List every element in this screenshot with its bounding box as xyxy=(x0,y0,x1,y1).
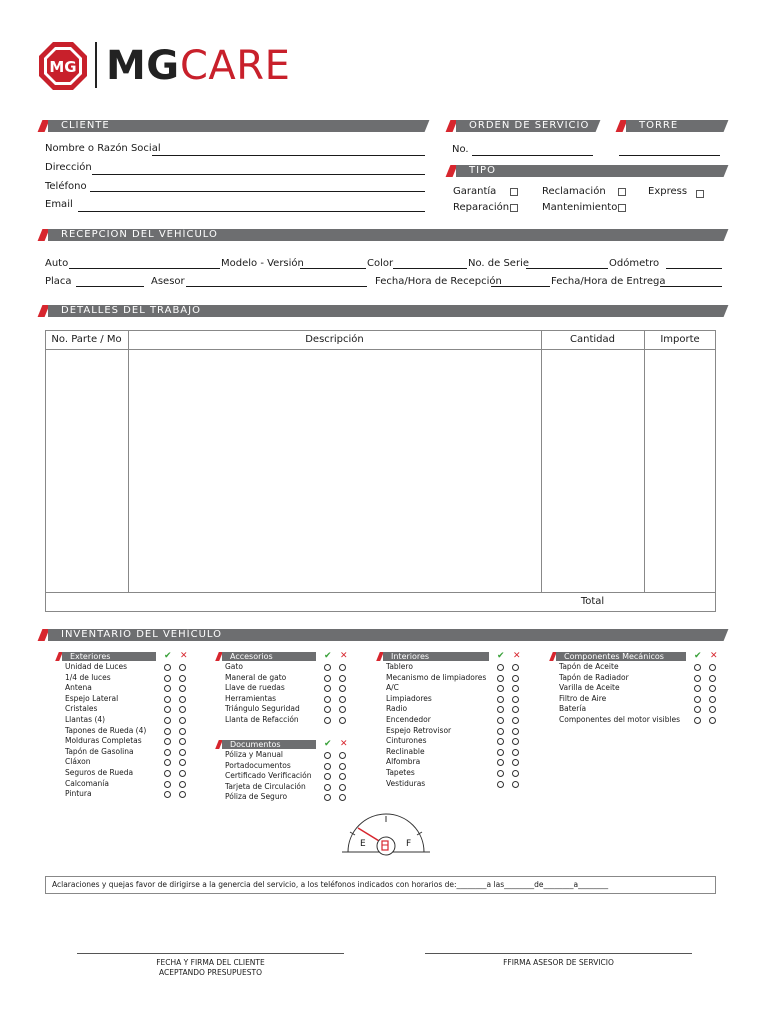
inventory-missing-radio[interactable] xyxy=(512,717,519,724)
inventory-row xyxy=(550,704,724,715)
inventory-ok-radio[interactable] xyxy=(694,696,701,703)
inventory-item-label: Llanta de Refacción xyxy=(225,714,299,724)
inventory-row xyxy=(550,662,724,673)
col-divider-3 xyxy=(644,330,645,592)
mecanicos-header xyxy=(550,652,724,662)
inventory-item-label: Cláxon xyxy=(65,757,91,767)
inventory-ok-radio[interactable] xyxy=(164,781,171,788)
inventory-item-label: Póliza y Manual xyxy=(225,750,284,759)
placa-field[interactable] xyxy=(76,286,144,287)
inventory-item-label: Tapón de Aceite xyxy=(559,662,619,671)
inventory-missing-radio[interactable] xyxy=(512,759,519,766)
telefono-field[interactable] xyxy=(90,191,425,192)
inventory-row xyxy=(56,704,194,715)
inventory-ok-radio[interactable] xyxy=(324,696,331,703)
interiores-title: Interiores xyxy=(383,652,489,661)
inventory-ok-radio[interactable] xyxy=(694,685,701,692)
inventory-ok-radio[interactable] xyxy=(497,781,504,788)
inventory-ok-radio[interactable] xyxy=(324,685,331,692)
total-label: Total xyxy=(580,596,605,607)
inventory-ok-radio[interactable] xyxy=(164,749,171,756)
tipo-express-checkbox[interactable] xyxy=(696,190,704,198)
inventory-ok-radio[interactable] xyxy=(497,696,504,703)
inventario-header xyxy=(36,629,732,641)
inventory-ok-radio[interactable] xyxy=(497,664,504,671)
inventory-item-label: Reclinable xyxy=(386,746,425,756)
col-header-cantidad: Cantidad xyxy=(570,334,615,345)
inventory-missing-radio[interactable] xyxy=(179,728,186,735)
documentos-check-icon: ✔ xyxy=(324,739,332,749)
asesor-field[interactable] xyxy=(186,286,367,287)
inventory-missing-radio[interactable] xyxy=(512,770,519,777)
logo-divider xyxy=(95,42,97,88)
inventory-ok-radio[interactable] xyxy=(324,763,331,770)
aclaraciones-box xyxy=(45,876,716,894)
modelo-label: Modelo - Versión xyxy=(221,258,304,269)
inventory-missing-radio[interactable] xyxy=(512,749,519,756)
inventory-row xyxy=(56,736,194,747)
inventory-ok-radio[interactable] xyxy=(694,717,701,724)
exteriores-title: Exteriores xyxy=(62,652,156,661)
inventory-missing-radio[interactable] xyxy=(709,706,716,713)
inventory-item-label: Limpiadores xyxy=(386,693,432,703)
inventory-ok-radio[interactable] xyxy=(164,717,171,724)
placa-label: Placa xyxy=(45,276,72,287)
inventory-missing-radio[interactable] xyxy=(339,675,346,682)
inventory-item-label: Póliza de Seguro xyxy=(225,792,288,802)
exteriores-check-icon: ✔ xyxy=(164,651,172,661)
inventory-missing-radio[interactable] xyxy=(709,717,716,724)
fuel-empty-label: E xyxy=(360,839,366,849)
direccion-label: Dirección xyxy=(45,162,92,173)
inventory-missing-radio[interactable] xyxy=(512,696,519,703)
inventory-row xyxy=(550,683,724,694)
inventory-ok-radio[interactable] xyxy=(324,664,331,671)
inventory-ok-radio[interactable] xyxy=(164,770,171,777)
inventory-missing-radio[interactable] xyxy=(512,664,519,671)
col-header-parte: No. Parte / Mo xyxy=(51,334,122,345)
inventory-row xyxy=(377,673,527,684)
inventory-row xyxy=(56,683,194,694)
inventory-row xyxy=(550,694,724,705)
inventory-missing-radio[interactable] xyxy=(179,781,186,788)
telefono-label: Teléfono xyxy=(45,181,87,192)
inventory-ok-radio[interactable] xyxy=(497,749,504,756)
inventory-ok-radio[interactable] xyxy=(324,675,331,682)
tipo-reclamacion-label: Reclamación xyxy=(542,186,606,197)
inventory-item-label: Tapón de Gasolina xyxy=(65,746,134,756)
inventory-missing-radio[interactable] xyxy=(512,706,519,713)
inventory-row xyxy=(377,704,527,715)
inventory-missing-radio[interactable] xyxy=(339,664,346,671)
inventory-item-label: Tapones de Rueda (4) xyxy=(65,725,147,735)
mecanicos-check-icon: ✔ xyxy=(694,651,702,661)
inventory-row xyxy=(377,768,527,779)
inventory-missing-radio[interactable] xyxy=(339,784,346,791)
brand-mg: MG xyxy=(106,43,180,89)
firma-cliente-label-1: FECHA Y FIRMA DEL CLIENTE xyxy=(156,958,265,967)
auto-field[interactable] xyxy=(69,268,220,269)
torre-header xyxy=(616,120,732,132)
inventory-row xyxy=(550,715,724,726)
accesorios-cross-icon: ✕ xyxy=(340,651,348,661)
inventory-item-label: Mecanismo de limpiadores xyxy=(386,672,487,682)
inventory-missing-radio[interactable] xyxy=(709,675,716,682)
inventory-row xyxy=(56,726,194,737)
inventory-missing-radio[interactable] xyxy=(339,706,346,713)
inventory-item-label: Encendedor xyxy=(386,714,431,724)
torre-title: TORRE xyxy=(626,120,732,132)
inventory-missing-radio[interactable] xyxy=(179,685,186,692)
inventory-ok-radio[interactable] xyxy=(164,728,171,735)
inventory-ok-radio[interactable] xyxy=(694,664,701,671)
accesorios-title: Accesorios xyxy=(222,652,316,661)
email-field[interactable] xyxy=(78,211,425,212)
inventory-missing-radio[interactable] xyxy=(179,770,186,777)
inventory-ok-radio[interactable] xyxy=(324,752,331,759)
documentos-cross-icon: ✕ xyxy=(340,739,348,749)
inventory-missing-radio[interactable] xyxy=(179,706,186,713)
inventory-item-label: Tablero xyxy=(386,662,413,671)
inventory-item-label: Pintura xyxy=(65,789,92,799)
inventory-ok-radio[interactable] xyxy=(694,675,701,682)
inventory-item-label: Molduras Completas xyxy=(65,736,142,746)
serie-field[interactable] xyxy=(526,268,608,269)
documentos-header xyxy=(216,740,354,750)
inventory-missing-radio[interactable] xyxy=(339,685,346,692)
detalles-header xyxy=(36,305,732,317)
inventory-missing-radio[interactable] xyxy=(339,763,346,770)
inventory-group-exteriores xyxy=(56,652,194,800)
inventory-item-label: Radio xyxy=(386,704,408,714)
odometro-field[interactable] xyxy=(666,268,722,269)
interiores-cross-icon: ✕ xyxy=(513,651,521,661)
orden-header xyxy=(446,120,604,132)
inventory-item-label: Espejo Retrovisor xyxy=(386,725,452,735)
mecanicos-title: Componentes Mecánicos xyxy=(556,652,686,661)
inventory-row xyxy=(377,779,527,790)
inventory-row xyxy=(56,768,194,779)
inventory-row xyxy=(216,771,354,782)
inventory-ok-radio[interactable] xyxy=(164,706,171,713)
inventory-missing-radio[interactable] xyxy=(339,794,346,801)
inventory-ok-radio[interactable] xyxy=(164,791,171,798)
inventory-ok-radio[interactable] xyxy=(324,717,331,724)
inventory-row xyxy=(216,694,354,705)
inventory-group-accesorios xyxy=(216,652,354,726)
tipo-mantenimiento-label: Mantenimiento xyxy=(542,202,618,213)
inventory-item-label: 1/4 de luces xyxy=(65,672,111,682)
inventory-row xyxy=(56,757,194,768)
accesorios-check-icon: ✔ xyxy=(324,651,332,661)
inventory-row xyxy=(56,779,194,790)
recepcion-header xyxy=(36,229,732,241)
inventory-ok-radio[interactable] xyxy=(324,784,331,791)
orden-title: ORDEN DE SERVICIO xyxy=(456,120,604,132)
inventory-missing-radio[interactable] xyxy=(339,752,346,759)
inventory-row xyxy=(216,782,354,793)
inventory-item-label: Antena xyxy=(65,683,92,693)
mg-logo xyxy=(37,40,89,92)
accesorios-header xyxy=(216,652,354,662)
cliente-header xyxy=(36,120,433,132)
inventory-ok-radio[interactable] xyxy=(164,738,171,745)
col-divider-2 xyxy=(541,330,542,592)
inventory-row xyxy=(377,757,527,768)
col-divider-1 xyxy=(128,330,129,592)
badge-letters: MG xyxy=(49,58,77,76)
inventory-ok-radio[interactable] xyxy=(497,770,504,777)
inventory-row xyxy=(216,715,354,726)
fecha-entrega-field[interactable] xyxy=(660,286,722,287)
inventory-ok-radio[interactable] xyxy=(497,728,504,735)
tipo-garantia-checkbox[interactable] xyxy=(510,188,518,196)
inventory-missing-radio[interactable] xyxy=(512,675,519,682)
firma-asesor-label: FFIRMA ASESOR DE SERVICIO xyxy=(503,958,614,967)
modelo-field[interactable] xyxy=(300,268,366,269)
inventory-item-label: Calcomanía xyxy=(65,778,109,788)
exteriores-header xyxy=(56,652,194,662)
inventory-item-label: Tarjeta de Circulación xyxy=(225,781,306,791)
inventory-row xyxy=(377,747,527,758)
inventory-item-label: Portadocumentos xyxy=(225,760,291,770)
tipo-garantia-label: Garantía xyxy=(453,186,497,197)
inventory-ok-radio[interactable] xyxy=(497,738,504,745)
nombre-label: Nombre o Razón Social xyxy=(45,143,161,154)
inventory-item-label: Varilla de Aceite xyxy=(559,683,620,693)
tipo-mantenimiento-checkbox[interactable] xyxy=(618,204,626,212)
exteriores-cross-icon: ✕ xyxy=(180,651,188,661)
inventory-item-label: Herramientas xyxy=(225,693,277,703)
detalles-title: DETALLES DEL TRABAJO xyxy=(48,305,732,317)
inventory-item-label: Cinturones xyxy=(386,736,427,746)
inventory-ok-radio[interactable] xyxy=(497,685,504,692)
fecha-recepcion-field[interactable] xyxy=(491,286,550,287)
orden-no-field[interactable] xyxy=(472,155,593,156)
tipo-reclamacion-checkbox[interactable] xyxy=(618,188,626,196)
inventario-title: INVENTARIO DEL VEHÍCULO xyxy=(48,629,732,641)
color-label: Color xyxy=(367,258,394,269)
col-header-descripcion: Descripción xyxy=(305,334,364,345)
asesor-label: Asesor xyxy=(151,276,185,287)
inventory-row xyxy=(216,750,354,761)
inventory-missing-radio[interactable] xyxy=(709,664,716,671)
aclaraciones-text: Aclaraciones y quejas favor de dirigirse a la genercia del servicio, a los teléfonos indicados con horarios de:________a las________de________a________ xyxy=(52,880,609,889)
inventory-row xyxy=(377,694,527,705)
inventory-ok-radio[interactable] xyxy=(324,773,331,780)
inventory-ok-radio[interactable] xyxy=(164,675,171,682)
inventory-missing-radio[interactable] xyxy=(709,685,716,692)
col-header-importe: Importe xyxy=(660,334,700,345)
inventory-group-interiores xyxy=(377,652,527,789)
inventory-ok-radio[interactable] xyxy=(694,706,701,713)
interiores-header xyxy=(377,652,527,662)
color-field[interactable] xyxy=(393,268,467,269)
inventory-ok-radio[interactable] xyxy=(324,794,331,801)
inventory-row xyxy=(56,673,194,684)
inventory-missing-radio[interactable] xyxy=(512,728,519,735)
mg-octagon-badge xyxy=(37,40,89,92)
inventory-missing-radio[interactable] xyxy=(179,717,186,724)
table-total-divider xyxy=(45,592,716,593)
inventory-item-label: A/C xyxy=(386,683,399,693)
fecha-recepcion-label: Fecha/Hora de Recepción xyxy=(375,276,502,287)
inventory-item-label: Batería xyxy=(559,704,587,714)
inventory-missing-radio[interactable] xyxy=(709,696,716,703)
inventory-row xyxy=(377,736,527,747)
fuel-gauge xyxy=(340,806,432,867)
inventory-ok-radio[interactable] xyxy=(164,664,171,671)
orden-no-label: No. xyxy=(452,144,469,155)
inventory-row xyxy=(56,747,194,758)
inventory-row xyxy=(56,789,194,800)
inventory-ok-radio[interactable] xyxy=(164,685,171,692)
inventory-row xyxy=(56,662,194,673)
inventory-item-label: Llave de ruedas xyxy=(225,683,285,693)
inventory-item-label: Unidad de Luces xyxy=(65,662,128,671)
inventory-group-documentos xyxy=(216,740,354,803)
odometro-label: Odómetro xyxy=(609,258,660,269)
inventory-ok-radio[interactable] xyxy=(164,759,171,766)
inventory-item-label: Filtro de Aire xyxy=(559,693,607,703)
inventory-missing-radio[interactable] xyxy=(179,664,186,671)
inventory-missing-radio[interactable] xyxy=(179,738,186,745)
inventory-missing-radio[interactable] xyxy=(512,738,519,745)
inventory-missing-radio[interactable] xyxy=(179,759,186,766)
inventory-item-label: Llantas (4) xyxy=(65,714,106,724)
inventory-item-label: Componentes del motor visibles xyxy=(559,714,681,724)
inventory-row xyxy=(377,715,527,726)
inventory-row xyxy=(216,761,354,772)
inventory-item-label: Gato xyxy=(225,662,243,671)
inventory-row xyxy=(377,683,527,694)
inventory-ok-radio[interactable] xyxy=(497,675,504,682)
inventory-item-label: Tapetes xyxy=(386,767,415,777)
inventory-row xyxy=(216,662,354,673)
inventory-row xyxy=(377,726,527,737)
detalles-table xyxy=(45,330,716,612)
inventory-missing-radio[interactable] xyxy=(512,685,519,692)
tipo-header xyxy=(446,165,732,177)
inventory-row xyxy=(550,673,724,684)
firma-asesor-line xyxy=(425,953,692,954)
tipo-title: TIPO xyxy=(456,165,732,177)
auto-label: Auto xyxy=(45,258,69,269)
serie-label: No. de Serie xyxy=(468,258,530,269)
inventory-item-label: Cristales xyxy=(65,704,98,714)
inventory-row xyxy=(377,662,527,673)
inventory-missing-radio[interactable] xyxy=(339,773,346,780)
inventory-item-label: Tapón de Radiador xyxy=(559,672,629,682)
tipo-reparacion-checkbox[interactable] xyxy=(510,204,518,212)
cliente-title: CLIENTE xyxy=(48,120,433,132)
tipo-express-label: Express xyxy=(648,186,688,197)
email-label: Email xyxy=(45,199,73,210)
inventory-row xyxy=(216,704,354,715)
interiores-check-icon: ✔ xyxy=(497,651,505,661)
nombre-field[interactable] xyxy=(152,155,425,156)
inventory-missing-radio[interactable] xyxy=(339,696,346,703)
torre-field[interactable] xyxy=(619,155,720,156)
inventory-ok-radio[interactable] xyxy=(164,696,171,703)
inventory-item-label: Espejo Lateral xyxy=(65,693,119,703)
inventory-item-label: Alfombra xyxy=(386,757,421,767)
inventory-row xyxy=(216,673,354,684)
documentos-title: Documentos xyxy=(222,740,316,749)
recepcion-title: RECEPCIÓN DEL VEHÍCULO xyxy=(48,229,732,241)
tipo-reparacion-label: Reparación xyxy=(453,202,510,213)
inventory-item-label: Maneral de gato xyxy=(225,672,287,682)
inventory-row xyxy=(56,715,194,726)
inventory-ok-radio[interactable] xyxy=(497,759,504,766)
inventory-group-mecanicos xyxy=(550,652,724,726)
brand-care: CARE xyxy=(180,43,291,89)
fecha-entrega-label: Fecha/Hora de Entrega xyxy=(551,276,666,287)
inventory-ok-radio[interactable] xyxy=(324,706,331,713)
inventory-missing-radio[interactable] xyxy=(179,791,186,798)
inventory-item-label: Triángulo Seguridad xyxy=(225,704,300,714)
firma-cliente-label-2: ACEPTANDO PRESUPUESTO xyxy=(158,968,263,977)
inventory-ok-radio[interactable] xyxy=(497,706,504,713)
inventory-item-label: Vestiduras xyxy=(386,778,426,788)
mecanicos-cross-icon: ✕ xyxy=(710,651,718,661)
table-header-divider xyxy=(45,349,716,350)
inventory-row xyxy=(216,683,354,694)
inventory-item-label: Certificado Verificación xyxy=(225,771,312,781)
inventory-missing-radio[interactable] xyxy=(179,749,186,756)
inventory-row xyxy=(56,694,194,705)
inventory-missing-radio[interactable] xyxy=(512,781,519,788)
inventory-item-label: Seguros de Rueda xyxy=(65,767,134,777)
inventory-ok-radio[interactable] xyxy=(497,717,504,724)
firma-cliente-line xyxy=(77,953,344,954)
inventory-missing-radio[interactable] xyxy=(179,675,186,682)
direccion-field[interactable] xyxy=(92,174,425,175)
inventory-missing-radio[interactable] xyxy=(179,696,186,703)
inventory-row xyxy=(216,792,354,803)
inventory-missing-radio[interactable] xyxy=(339,717,346,724)
fuel-full-label: F xyxy=(406,839,412,849)
